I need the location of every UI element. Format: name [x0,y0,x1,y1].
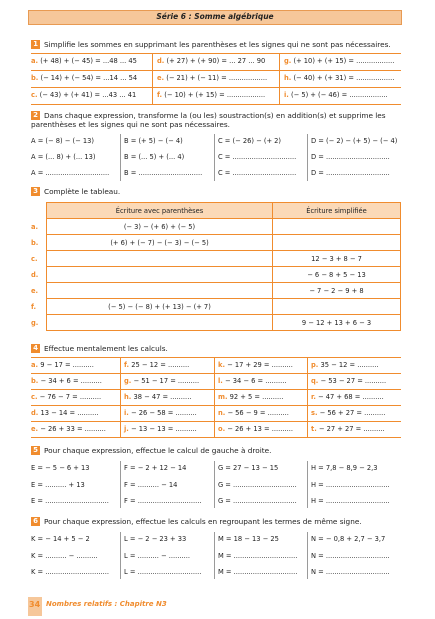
exercise-item: l. − 34 − 6 = .......... [218,377,287,385]
exercise-5-heading [31,446,271,455]
exercise-instruction: Simplifie les sommes en supprimant les parenthèses et les signes qui ne sont pas nécessaires. [44,40,391,49]
column-divider [120,357,121,437]
cell-parentheses [47,267,273,283]
row-label: f. [31,299,47,315]
table-row [31,283,401,299]
expression: G = 27 − 13 − 15 [218,464,279,472]
answer-line: D = .............................. [311,153,390,161]
exercise-6-heading [31,517,362,526]
column-header: Écriture avec parenthèses [47,203,273,219]
exercise-item: e. (− 21) + (− 11) = .................. [157,74,268,82]
title-banner [28,10,402,25]
column-divider [214,357,215,437]
answer-line: F = .......... − 14 [124,481,178,489]
cell-simplified [273,299,401,315]
answer-line: G = .............................. [218,497,297,505]
table-row [31,299,401,315]
exercise-number: 3 [31,187,40,196]
column-divider [120,134,121,181]
exercise-item: i. − 26 − 58 = .......... [124,409,197,417]
answer-line: N = .............................. [311,552,390,560]
table-row [31,219,401,235]
exercise-item: d. (+ 27) + (+ 90) = ... 27 ... 90 [157,57,266,65]
cell-parentheses [47,315,273,331]
column-divider [214,461,215,508]
row-label: b. [31,235,47,251]
column-divider [307,461,308,508]
exercise-item: g. (+ 10) + (+ 15) = .................. [284,57,395,65]
answer-line: A = (... 8) + (... 13) [31,153,96,161]
exercise-item: b. − 34 + 6 = .......... [31,377,102,385]
expression: D = (− 2) − (+ 5) − (− 4) [311,137,398,145]
rule [31,421,401,422]
exercise-instruction: Pour chaque expression, effectue le calcul de gauche à droite. [44,446,272,455]
expression: A = (− 8) − (− 13) [31,137,94,145]
row-label: c. [31,251,47,267]
cell-parentheses [47,283,273,299]
column-divider [214,532,215,579]
page-title: Série 6 : Somme algébrique [156,12,274,21]
exercise-3-heading [31,187,120,196]
answer-line: L = .............................. [124,568,202,576]
exercise-item: i. (− 5) + (− 46) = .................. [284,91,388,99]
row-label: a. [31,219,47,235]
rule [31,437,401,438]
answer-line: B = .............................. [124,169,203,177]
cell-simplified: 12 − 3 + 8 − 7 [273,251,401,267]
answer-line: M = .............................. [218,552,298,560]
answer-line: A = .............................. [31,169,110,177]
exercise-item: p. 35 − 12 = .......... [311,361,379,369]
expression: B = (+ 5) − (− 4) [124,137,183,145]
column-divider [307,134,308,181]
exercise-1-heading [31,40,391,49]
exercise-item: c. (− 43) + (+ 41) = ...43 ... 41 [31,91,137,99]
answer-line: E = .......... + 13 [31,481,85,489]
exercise-number: 2 [31,111,40,120]
cell-simplified: − 6 − 8 + 5 − 13 [273,267,401,283]
exercise-number: 6 [31,517,40,526]
rule [31,104,401,105]
column-header: Écriture simplifiée [273,203,401,219]
exercise-item: o. − 26 + 13 = .......... [218,425,293,433]
answer-line: H = .............................. [311,497,390,505]
column-divider [307,532,308,579]
exercise-item: f. 25 − 12 = .......... [124,361,190,369]
completion-table [31,202,401,331]
page-number: 34 [29,600,41,609]
answer-line: D = .............................. [311,169,390,177]
exercise-item: c. − 76 − 7 = .......... [31,393,102,401]
exercise-item: a. (+ 48) + (− 45) = ...48 ... 45 [31,57,137,65]
expression: L = − 2 − 23 + 33 [124,535,187,543]
exercise-item: q. − 53 − 27 = .......... [311,377,387,385]
table-row [31,267,401,283]
cell-parentheses: (− 3) − (+ 6) + (− 5) [47,219,273,235]
answer-line: K = .............................. [31,568,110,576]
rule [31,70,401,71]
exercise-item: k. − 17 + 29 = .......... [218,361,293,369]
answer-line: M = .............................. [218,568,298,576]
expression: C = (− 26) − (+ 2) [218,137,282,145]
exercise-number: 4 [31,344,40,353]
answer-line: F = .............................. [124,497,202,505]
exercise-4-heading [31,344,168,353]
exercise-item: h. 38 − 47 = .......... [124,393,192,401]
column-divider [120,532,121,579]
answer-line: E = .............................. [31,497,109,505]
column-divider [152,53,153,104]
table-header-row [31,203,401,219]
exercise-item: s. − 56 + 27 = .......... [311,409,386,417]
cell-simplified: 9 − 12 + 13 + 6 − 3 [273,315,401,331]
exercise-number: 1 [31,40,40,49]
row-label: d. [31,267,47,283]
exercise-instruction: Pour chaque expression, effectue les calculs en regroupant les termes de même signe. [44,517,362,526]
expression: E = − 5 − 6 + 13 [31,464,90,472]
exercise-instruction: Dans chaque expression, transforme la (ou les) soustraction(s) en addition(s) et supprime les parenthèses et les signes qui ne sont pas nécessaires. [31,111,386,129]
exercise-item: g. − 51 − 17 = .......... [124,377,200,385]
expression: N = − 0,8 + 2,7 − 3,7 [311,535,386,543]
answer-line: K = .......... − .......... [31,552,98,560]
column-divider [307,357,308,437]
expression: H = 7,8 − 8,9 − 2,3 [311,464,378,472]
expression: K = − 14 + 5 − 2 [31,535,90,543]
exercise-item: a. 9 − 17 = .......... [31,361,94,369]
answer-line: L = .......... − .......... [124,552,190,560]
answer-line: G = .............................. [218,481,297,489]
row-label: e. [31,283,47,299]
exercise-item: e. − 26 + 33 = .......... [31,425,106,433]
column-divider [214,134,215,181]
answer-line: N = .............................. [311,568,390,576]
exercise-item: d. 13 − 14 = .......... [31,409,99,417]
expression: F = − 2 + 12 − 14 [124,464,187,472]
answer-line: C = .............................. [218,169,297,177]
column-divider [120,461,121,508]
rule [31,87,401,88]
exercise-number: 5 [31,446,40,455]
cell-simplified: − 7 − 2 − 9 + 8 [273,283,401,299]
rule [31,373,401,374]
exercise-item: f. (− 10) + (+ 15) = .................. [157,91,266,99]
cell-simplified [273,235,401,251]
row-label: g. [31,315,47,331]
table-row [31,235,401,251]
cell-simplified [273,219,401,235]
exercise-instruction: Complète le tableau. [44,187,121,196]
exercise-item: r. − 47 + 68 = .......... [311,393,384,401]
answer-line: C = .............................. [218,153,297,161]
exercise-instruction: Effectue mentalement les calculs. [44,344,168,353]
table-row [31,315,401,331]
cell-parentheses [47,251,273,267]
rule [31,405,401,406]
chapter-title: Nombres relatifs : Chapitre N3 [46,600,167,608]
cell-parentheses: (− 5) − (− 8) + (+ 13) − (+ 7) [47,299,273,315]
rule [31,53,401,54]
answer-line: B = (... 5) + (... 4) [124,153,185,161]
exercise-item: m. 92 + 5 = .......... [218,393,284,401]
exercise-item: h. (− 40) + (+ 31) = .................. [284,74,395,82]
answer-line: H = .............................. [311,481,390,489]
cell-parentheses: (+ 6) + (− 7) − (− 3) − (− 5) [47,235,273,251]
rule [31,357,401,358]
exercise-item: j. − 13 − 13 = .......... [124,425,197,433]
exercise-2-heading [31,111,401,129]
exercise-item: t. − 27 + 27 = .......... [311,425,385,433]
exercise-item: b. (− 14) + (− 54) = ...14 ... 54 [31,74,138,82]
exercise-item: n. − 56 − 9 = .......... [218,409,289,417]
table-row [31,251,401,267]
rule [31,389,401,390]
expression: M = 18 − 13 − 25 [218,535,279,543]
column-divider [279,53,280,104]
